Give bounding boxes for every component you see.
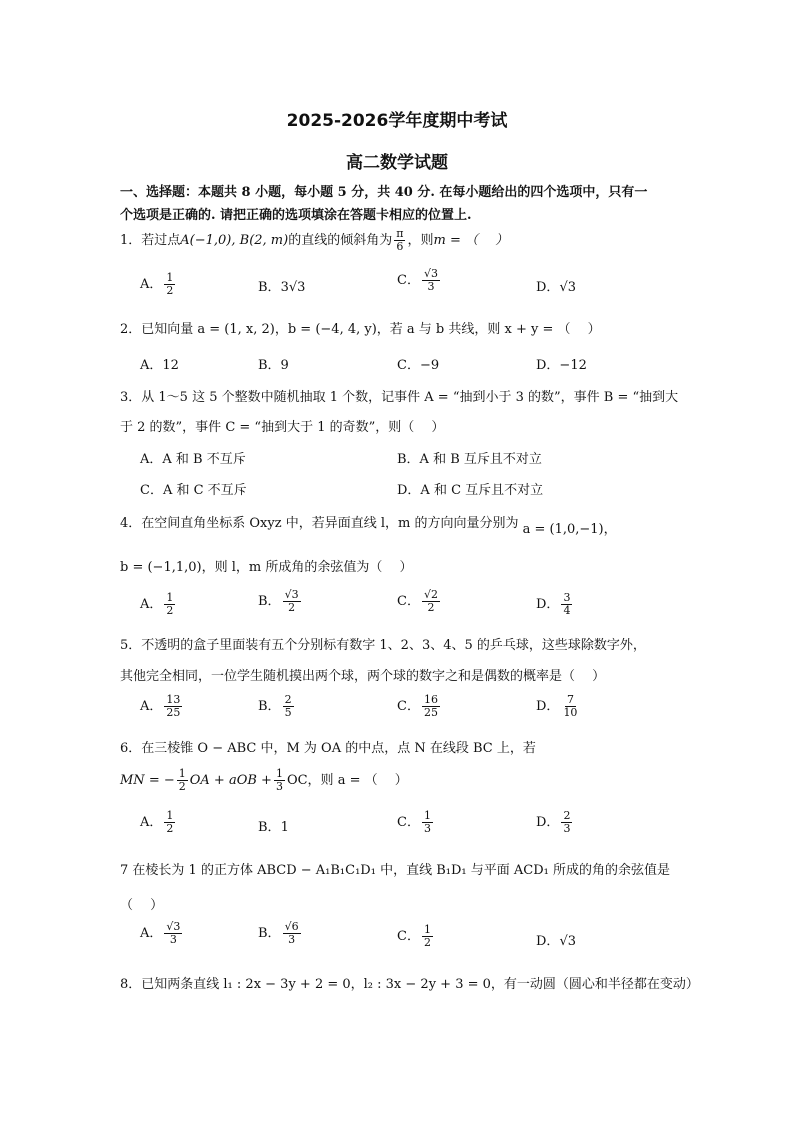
- q1-option-d[interactable]: D．√3: [536, 280, 576, 295]
- question-7-line-1: 7 在棱长为 1 的正方体 ABCD − A₁B₁C₁D₁ 中，直线 B₁D₁ 与平面 ACD₁ 所成的角的余弦值是: [120, 863, 670, 878]
- question-1: [120, 228, 508, 253]
- exam-title: 2025-2026学年度期中考试: [286, 111, 508, 131]
- q3-option-b[interactable]: B．A 和 B 互斥且不对立: [397, 452, 542, 467]
- question-2: 2．已知向量 a = (1, x, 2)，b = (−4, 4, y)，若 a 与 b 共线，则 x + y = （ ）: [120, 322, 601, 337]
- q2-option-c[interactable]: C．−9: [397, 358, 440, 373]
- q1-option-b[interactable]: B．3√3: [258, 280, 306, 295]
- q4-option-b[interactable]: B． $\frac{√3}{2}$: [258, 588, 299, 614]
- q3-option-d[interactable]: D．A 和 C 互斥且不对立: [397, 483, 544, 498]
- q4-option-a[interactable]: A． $\frac{1}{2}$: [140, 591, 174, 617]
- q2-option-d[interactable]: D．−12: [536, 358, 587, 373]
- q5-option-a[interactable]: A． $\frac{13}{25}$: [140, 693, 181, 719]
- q3-option-c[interactable]: C．A 和 C 不互斥: [140, 483, 247, 498]
- section-instructions: [120, 181, 680, 227]
- q5-option-c[interactable]: C． $\frac{16}{25}$: [397, 693, 438, 719]
- q4-vector-a: a = (1,0,−1)，: [522, 522, 617, 537]
- q3-option-a[interactable]: A．A 和 B 不互斥: [140, 452, 246, 467]
- question-3-line-2: 于 2 的数”，事件 C = “抽到大于 1 的奇数”，则（ ）: [120, 420, 445, 435]
- q1-points: A(−1,0), B(2, m): [180, 233, 289, 248]
- question-3-line-1: 3．从 1～5 这 5 个整数中随机抽取 1 个数，记事件 A = “抽到小于 3 的数”，事件 B = “抽到大: [120, 390, 679, 405]
- q1-text-c: ，则: [407, 233, 434, 248]
- q4-option-c[interactable]: C． $\frac{√2}{2}$: [397, 588, 438, 614]
- q1-text-b: 的直线的倾斜角为: [288, 233, 393, 248]
- question-7-line-2: （ ）: [120, 898, 164, 913]
- q6-option-d[interactable]: D． $\frac{2}{3}$: [536, 809, 571, 835]
- q2-option-a[interactable]: A．12: [140, 358, 179, 373]
- q5-option-d[interactable]: D． $\frac{7}{10}$: [536, 693, 578, 719]
- question-8-line-1: 8．已知两条直线 l₁ : 2x − 3y + 2 = 0，l₂ : 3x − 2y + 3 = 0，有一动圆（圆心和半径都在变动）: [120, 977, 699, 992]
- q1-ask: m = （ ）: [433, 233, 509, 248]
- q7-option-c[interactable]: C． $\frac{1}{2}$: [397, 923, 431, 949]
- q5-option-b[interactable]: B． $\frac{2}{5}$: [258, 693, 292, 719]
- exam-subtitle: 高二数学试题: [346, 153, 448, 173]
- q7-option-b[interactable]: B． $\frac{√6}{3}$: [258, 920, 299, 946]
- q6-option-a[interactable]: A． $\frac{1}{2}$: [140, 809, 174, 835]
- question-5-line-1: 5．不透明的盒子里面装有五个分别标有数字 1、2、3、4、5 的乒乓球，这些球除数字外，: [120, 638, 646, 653]
- question-4-line-1: 4．在空间直角坐标系 Oxyz 中，若异面直线 l，m 的方向向量分别为 a = (1,0,−1)，: [120, 516, 617, 537]
- section-line-2: 个选项是正确的. 请把正确的选项填涂在答题卡相应的位置上.: [120, 208, 472, 223]
- q6-option-c[interactable]: C． $\frac{1}{3}$: [397, 809, 431, 835]
- section-line-1: 一、选择题：本题共 8 小题，每小题 5 分，共 40 分. 在每小题给出的四个选项中，只有一: [120, 185, 648, 200]
- q1-text-a: 1．若过点: [120, 233, 181, 248]
- question-4-line-2: b = (−1,1,0)，则 l，m 所成角的余弦值为（ ）: [120, 560, 413, 575]
- q1-option-c[interactable]: C． $\frac{√3}{3}$: [397, 267, 438, 293]
- q6-option-b[interactable]: B．1: [258, 820, 289, 835]
- question-6-line-1: 6．在三棱锥 O − ABC 中，M 为 OA 的中点，点 N 在线段 BC 上，若: [120, 741, 536, 756]
- q1-angle: $\frac{\pi}{6}$: [396, 227, 404, 253]
- question-5-line-2: 其他完全相同，一位学生随机摸出两个球，两个球的数字之和是偶数的概率是（ ）: [120, 669, 606, 684]
- q2-option-b[interactable]: B．9: [258, 358, 289, 373]
- q7-option-a[interactable]: A． $\frac{√3}{3}$: [140, 920, 181, 946]
- q4-option-d[interactable]: D． $\frac{3}{4}$: [536, 591, 571, 617]
- q7-option-d[interactable]: D．√3: [536, 934, 576, 949]
- q1-option-a[interactable]: A． $\frac{1}{2}$: [140, 271, 174, 297]
- question-6-line-2: MN = − $\frac{1}{2}$ OA + aOB + $\frac{1}{3}$ OC，则 a = （ ）: [120, 767, 408, 793]
